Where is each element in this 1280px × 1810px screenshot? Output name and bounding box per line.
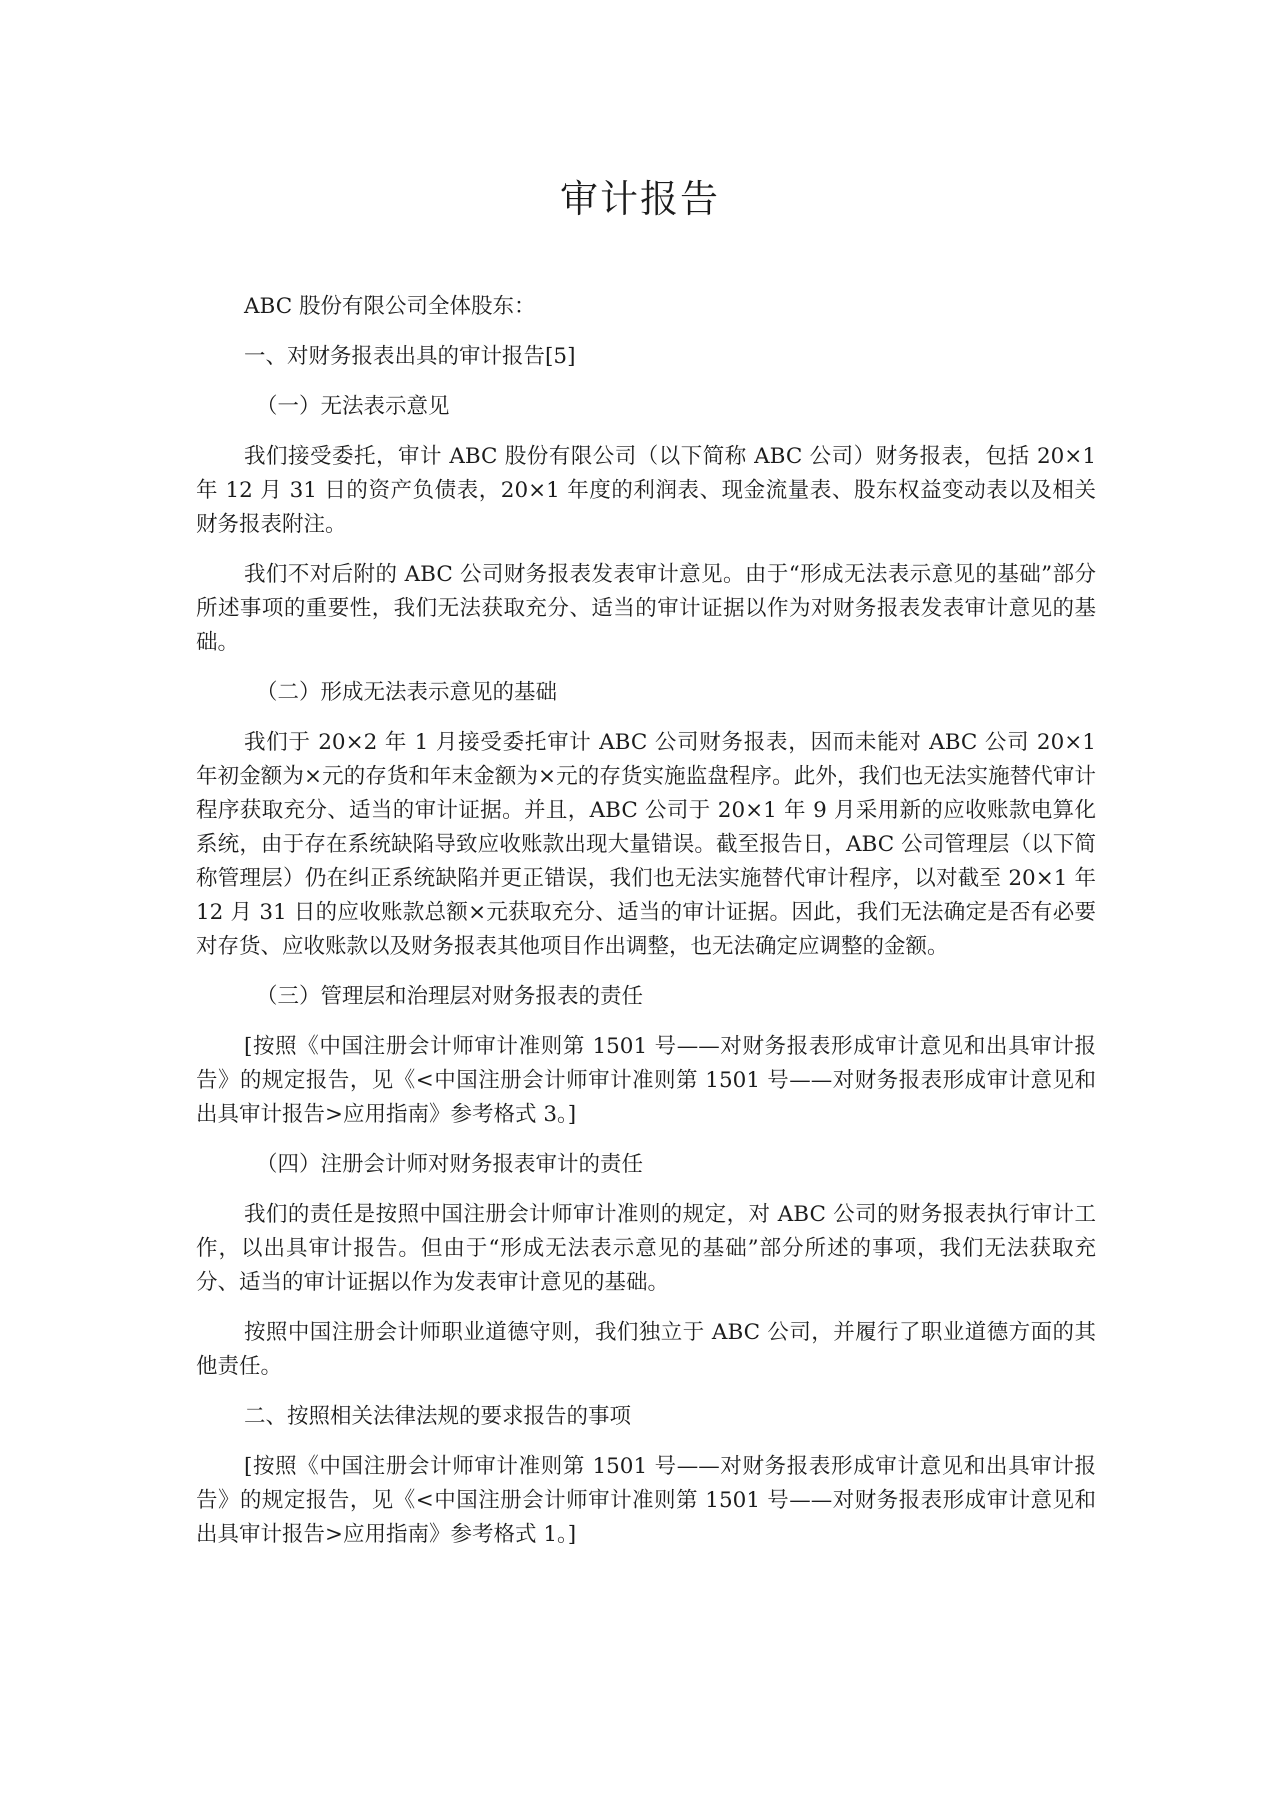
document-body <box>196 290 1096 1568</box>
paragraph-disclaimer: 我们不对后附的 ABC 公司财务报表发表审计意见。由于“形成无法表示意见的基础”部分所述事项的重要性，我们无法获取充分、适当的审计证据以作为对财务报表发表审计意见的基础。 <box>196 562 1096 655</box>
paragraph-scope: 我们接受委托，审计 ABC 股份有限公司（以下简称 ABC 公司）财务报表，包括 20×1 年 12 月 31 日的资产负债表，20×1 年度的利润表、现金流量表、股东权益变动表以及相关财务报表附注。 <box>196 444 1096 537</box>
salutation: ABC 股份有限公司全体股东： <box>244 294 536 319</box>
subsection-heading-3: （三）管理层和治理层对财务报表的责任 <box>256 984 644 1009</box>
subsection-heading-1: （一）无法表示意见 <box>256 394 450 419</box>
paragraph-legal-requirements: [按照《中国注册会计师审计准则第 1501 号——对财务报表形成审计意见和出具审计报告》的规定报告，见《<中国注册会计师审计准则第 1501 号——对财务报表形成审计意见和出具审计报告>应用指南》参考格式 1。] <box>196 1454 1096 1547</box>
paragraph-independence: 按照中国注册会计师职业道德守则，我们独立于 ABC 公司，并履行了职业道德方面的其他责任。 <box>196 1320 1096 1379</box>
document-title: 审计报告 <box>559 177 720 221</box>
subsection-heading-2: （二）形成无法表示意见的基础 <box>256 680 558 705</box>
paragraph-basis: 我们于 20×2 年 1 月接受委托审计 ABC 公司财务报表，因而未能对 ABC 公司 20×1 年初金额为×元的存货和年末金额为×元的存货实施监盘程序。此外，我们也无法实施替代审计程序获取充分、适当的审计证据。并且，ABC 公司于 20×1 年 9 月采用新的应收账款电算化系统，由于存在系统缺陷导致应收账款出现大量错误。截至报告日，ABC 公司管理层（以下简称管理层）仍在纠正系统缺陷并更正错误，我们也无法实施替代审计程序，以对截至 20×1 年 12 月 31 日的应收账款总额×元获取充分、适当的审计证据。因此，我们无法确定是否有必要对存货、应收账款以及财务报表其他项目作出调整，也无法确定应调整的金额。 <box>196 730 1096 959</box>
paragraph-auditor-responsibility: 我们的责任是按照中国注册会计师审计准则的规定，对 ABC 公司的财务报表执行审计工作，以出具审计报告。但由于“形成无法表示意见的基础”部分所述的事项，我们无法获取充分、适当的审计证据以作为发表审计意见的基础。 <box>196 1202 1096 1295</box>
section-heading-2: 二、按照相关法律法规的要求报告的事项 <box>244 1404 632 1429</box>
paragraph-management-responsibility: [按照《中国注册会计师审计准则第 1501 号——对财务报表形成审计意见和出具审计报告》的规定报告，见《<中国注册会计师审计准则第 1501 号——对财务报表形成审计意见和出具审计报告>应用指南》参考格式 3。] <box>196 1034 1096 1127</box>
section-heading-1: 一、对财务报表出具的审计报告[5] <box>244 344 576 369</box>
subsection-heading-4: （四）注册会计师对财务报表审计的责任 <box>256 1152 644 1177</box>
